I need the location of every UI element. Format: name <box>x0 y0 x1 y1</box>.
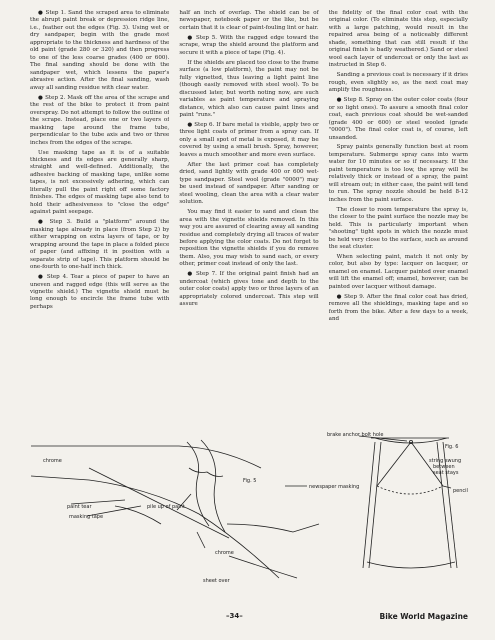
paragraph: ● Step 5. With the ragged edge toward the scrape, wrap the shield around the platform and secure it with a piece of tape (Fig. 4). <box>179 34 319 56</box>
label-pencil: pencil <box>453 488 468 494</box>
fig5-label: Fig. 5 <box>243 478 257 484</box>
text-column-1 <box>30 10 169 424</box>
string-arc <box>377 486 443 494</box>
label-string-swung: string swung <box>429 458 462 464</box>
paragraph: When selecting paint, match it not only by color, but also by type: lacquer on lacquer, or enamel on enamel. Lacquer painted over enamel will lift the enamel off; enamel, however, can be painted over lacquer without damage. <box>328 253 468 290</box>
paragraph: Spray paints generally function best at room temperature. Submerge spray cans into warm water for 10 minutes or so if necessary. If the paint temperature is too low, the spray will be relatively thick or instead of a spray, the paint will stream out; in either case, the paint will tend to run. The spray nozzle should be held 8-12 inches from the paint surface. <box>328 144 468 203</box>
newspaper-masking-edge <box>227 524 319 532</box>
paragraph: If the shields are placed too close to the frame surface (a low platform), the paint may not be fully vignetted, thus leaving a light paint line (though easily removed with steel wool). To be discussed later, but worth noting now, are such variables as paint temperature and spraying distance, which also can cause paint lines and paint "runs." <box>179 59 319 119</box>
paragraph: Sanding a previous coat is necessary if it dries rough, even slightly so, as the next coat may amplify the roughness. <box>328 72 468 94</box>
label-sheet-over: sheet over <box>203 578 230 584</box>
fig6-label: Fig. 6 <box>445 444 459 450</box>
label-chrome-left: chrome <box>43 458 62 464</box>
tube-lower-outline <box>31 476 279 578</box>
paragraph: ● Step 8. Spray on the outer color coats (four or so light ones). To assure a smooth final color coat, each previous coat should be wet-sanded (grade 400 or 600) or steel wooled (grade "0000"). The final color coat is, of course, left unsanded. <box>328 97 468 141</box>
chrome-leader <box>197 532 205 548</box>
paragraph: You may find it easier to sand and clean the area with the vignette shields removed. In this way you are assured of clearing away all sanding residue and completely drying all traces of water before applying the color coats. Do not forget to reposition the vignette shields if you do remove them. Also, you may wish to sand each, or every other, primer coat instead of only the last. <box>179 209 319 268</box>
figure-illustrations <box>29 428 471 588</box>
paragraph: the fidelity of the final color coat with the original color. (To eliminate this step, especially with a large patching, would result in the repaired area being of a noticeably different shade, something that can still result if the original finish is badly weathered.) Sand or steel wool each layer of undercoat or only the last as instructed in Step 6. <box>328 10 468 69</box>
lower-arc <box>367 562 455 568</box>
sheet-over-edge <box>229 556 297 578</box>
paragraph: ● Step 2. Mask off the area of the scrape and the rest of the bike to protect it from paint overspray. Do not attempt to follow the outline of the scrape. Instead, place one or two layers of masking tape around the frame tube, perpendicular to the tube axis and two or three inches from the edges of the scrape. <box>30 94 170 146</box>
pencil-leader <box>443 486 451 488</box>
paragraph: Use masking tape as it is of a suitable thickness and its edges are generally sharp, straight and well-defined. Additionally, the adhesive backing of masking tape, unlike some tapes, is not excessively adhering, which can literally pull the paint right off some factory finishes. The edges of masking tape also tend to hold their adhesiveness to "close the edge" against paint seepage. <box>30 149 170 216</box>
label-between: between <box>433 464 455 470</box>
paragraph: After the last primer coat has completely dried, sand lightly with grade 400 or 600 wet-type sandpaper. Steel wool (grade "0000") may be used instead of sandpaper. After sanding or steel wooling, clean the area with a clear water solution. <box>179 161 319 206</box>
fig6-drawing <box>359 436 457 568</box>
paragraph: half an inch of overlap. The shield can be of newspaper, notebook paper or the like, but be certain that it is clear of paint-fouling lint or hair. <box>179 10 319 31</box>
label-masking-tape: masking tape <box>69 514 104 520</box>
seat-stay-left-outer <box>363 442 375 568</box>
paragraph: ● Step 6. If bare metal is visible, apply two or three light coats of primer from a spray can. If only a small spot of metal is exposed, it may be covered by using a small brush. Spray, however, leaves a much smoother and more even surface. <box>179 121 319 158</box>
page-number: –34– <box>226 612 243 620</box>
figure-drawing <box>29 428 471 588</box>
text-column-3 <box>329 10 468 424</box>
label-paint-tear: paint tear <box>67 504 92 510</box>
string-left <box>377 442 411 486</box>
paragraph: ● Step 1. Sand the scraped area to eliminate the abrupt paint break or depression ridge line, i.e., feather out the edges (Fig. 3). Using wet or dry sandpaper, begin with the grade most appropriate to the thickness and hardness of the old paint (grade 280 or 320) and then progress to one of the less coarse grades (400 or 600). The final sanding should be done with the sandpaper wet, which lessens the paper's abrasive action. After the final sanding, wash away all sanding residue with clear water. <box>30 10 170 91</box>
paragraph: ● Step 9. After the final color coat has dried, remove all the shieldings, masking tape and so forth from the bike. After a few days to a week, and <box>328 293 468 323</box>
label-newspaper-masking: newspaper masking <box>309 484 360 490</box>
label-seat-stays: seat stays <box>433 470 459 476</box>
masking-wrap-right <box>201 440 225 532</box>
text-column-2 <box>179 10 318 424</box>
paragraph: The closer to room temperature the spray is, the closer to the paint surface the nozzle may be held. This is particularly important when "shooting" tight spots in which the nozzle must be held very close to the surface, such as around the seat cluster. <box>328 206 468 251</box>
paragraph: ● Step 7. If the original paint finish had an undercoat (which gives tone and depth to the outer color coats) apply two or three layers of an appropriately colored undercoat. This step will assure <box>179 271 319 308</box>
seat-stay-left-inner <box>369 442 381 568</box>
paint-pile-edge <box>189 468 223 477</box>
paragraph: ● Step 4. Tear a piece of paper to have an uneven and ragged edge (this will serve as the vignette shield.) The vignette shield must be long enough to encircle the frame tube with perhaps <box>30 274 170 310</box>
label-brake-anchor: brake anchor bolt hole <box>327 432 384 438</box>
label-pile-up: pile up of paint <box>147 504 185 510</box>
paragraph: ● Step 3. Build a "platform" around the masking tape already in place (from Step 2) by either wrapping on extra layers of tape, or by wrapping around the tape in place a folded piece of paper (and affixing it in position with a separate strip of tape). This platform should be one-fourth to one-half inch thick. <box>30 219 170 271</box>
article-text <box>30 10 468 424</box>
label-chrome-bottom: chrome <box>215 550 234 556</box>
magazine-title: Bike World Magazine <box>379 612 468 621</box>
page-footer <box>0 612 495 626</box>
tube-center-line <box>89 468 229 538</box>
tube-top-outline <box>31 446 261 468</box>
